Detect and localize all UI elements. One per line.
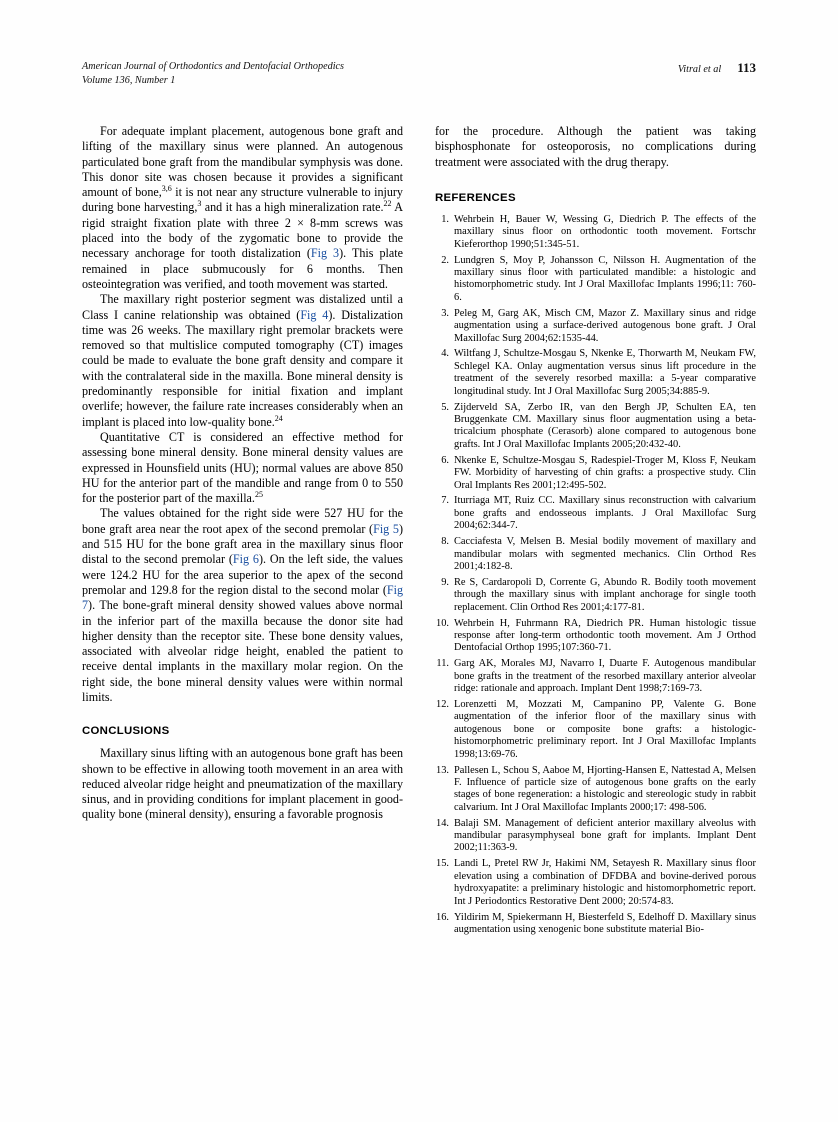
reference-text: Wehrbein H, Bauer W, Wessing G, Diedrich P. The effects of the maxillary sinus floor on orthodontic tooth movement. Fortschr Kieferorthop 1990;51:345-51. bbox=[454, 213, 756, 250]
reference-number: 9. bbox=[441, 576, 449, 588]
reference-number: 14. bbox=[436, 817, 449, 829]
paragraph: Quantitative CT is considered an effective method for assessing bone mineral density. Bone mineral density values are expressed in Hounsfield units (HU); normal values are above 850 HU for the anterior part of the mandible and range from 0 to 550 for the posterior part of the maxilla.$^{25}$ bbox=[82, 429, 403, 506]
reference-number: 3. bbox=[441, 307, 449, 319]
reference-text: Garg AK, Morales MJ, Navarro I, Duarte F. Autogenous mandibular bone grafts in the treatment of the resorbed maxillary anterior alveolar ridge: rationale and approach. Implant Dent 1998;7:169-73. bbox=[454, 658, 756, 695]
page-number: 113 bbox=[737, 60, 756, 75]
conclusions-heading: CONCLUSIONS bbox=[82, 725, 170, 738]
conclusions-paragraph: Maxillary sinus lifting with an autogenous bone graft has been shown to be effective in allowing tooth movement in an area with reduced alveolar ridge height and pneumatization of the maxillary sinus, and in providing conditions for implant placement in good-quality bone (mineral density), ensuring a favorable prognosis bbox=[82, 746, 403, 822]
reference-item bbox=[435, 912, 756, 937]
page-header bbox=[82, 60, 756, 88]
reference-text: Re S, Cardaropoli D, Corrente G, Abundo R. Bodily tooth movement through the maxillary sinus with implant anchorage for single tooth replacement. Clin Orthod Res 2001;4:177-81. bbox=[454, 576, 756, 613]
figure-link[interactable]: Fig 4 bbox=[300, 307, 329, 322]
reference-number: 13. bbox=[436, 764, 449, 776]
two-column-body bbox=[82, 124, 756, 940]
reference-number: 4. bbox=[441, 348, 449, 360]
references-heading: REFERENCES bbox=[435, 191, 516, 204]
reference-number: 8. bbox=[441, 536, 449, 548]
paragraph: The values obtained for the right side were 527 HU for the bone graft area near the root apex of the second premolar (Fig 5) and 515 HU for the bone graft area in the maxillary sinus floor distal to the second premolar (Fig 6). On the left side, the values were 124.2 HU for the area superior to the apex of the second premolar and 129.8 for the region distal to the second molar (Fig 7). The bone-graft mineral density showed values above normal in the inferior part of the maxilla because the donor site had higher density than the receptor site. These bone density values, associated with alveolar ridge height, enabled the patient to receive dental implants in the maxillary molar region. On the right side, the bone mineral density values were within normal limits. bbox=[82, 506, 403, 704]
reference-text: Zijderveld SA, Zerbo IR, van den Bergh JP, Schulten EA, ten Bruggenkate CM. Maxillary sinus floor augmentation using a beta-tricalcium phosphate (Cerasorb) alone compared to autogenous bone grafts. Int J Oral Maxillofac Implants 2005;20:432-40. bbox=[454, 401, 756, 450]
reference-text: Peleg M, Garg AK, Misch CM, Mazor Z. Maxillary sinus and ridge augmentation using a surface-derived autogenous bone graft. J Oral Maxillofac Surg 2004;62:1535-44. bbox=[454, 307, 756, 344]
journal-volume: Volume 136, Number 1 bbox=[82, 75, 176, 86]
reference-text: Yildirim M, Spiekermann H, Biesterfeld S, Edelhoff D. Maxillary sinus augmentation using xenogenic bone substitute material Bio- bbox=[454, 911, 756, 935]
reference-text: Balaji SM. Management of deficient anterior maxillary alveolus with mandibular parasymphyseal bone graft for implants. Implant Dent 2002;11:363-9. bbox=[454, 817, 756, 854]
figure-link[interactable]: Fig 7 bbox=[82, 582, 403, 613]
reference-item bbox=[435, 536, 756, 573]
header-journal-info bbox=[82, 60, 344, 88]
reference-text: Nkenke E, Schultze-Mosgau S, Radespiel-Troger M, Kloss F, Neukam FW. Morbidity of harvesting of chin grafts: a prospective study. Clin Oral Implants Res 2001;12:495-502. bbox=[454, 454, 756, 491]
reference-item bbox=[435, 618, 756, 655]
reference-number: 15. bbox=[436, 858, 449, 870]
reference-list bbox=[435, 214, 756, 936]
reference-number: 7. bbox=[441, 495, 449, 507]
reference-number: 11. bbox=[436, 658, 449, 670]
reference-item bbox=[435, 765, 756, 815]
reference-text: Lundgren S, Moy P, Johansson C, Nilsson H. Augmentation of the maxillary sinus floor with particulated mandible: a histologic and histomorphometric study. Int J Oral Maxillofac Implants 1996;11: 760-6. bbox=[454, 254, 756, 303]
reference-text: Wehrbein H, Fuhrmann RA, Diedrich PR. Human histologic tissue response after long-term orthodontic tooth movement. Am J Orthod Dentofacial Orthop 1995;107:360-71. bbox=[454, 617, 756, 654]
continued-paragraph: for the procedure. Although the patient was taking bisphosphonate for osteoporosis, no complications during treatment were associated with the drug therapy. bbox=[435, 124, 756, 169]
reference-item bbox=[435, 818, 756, 855]
header-author-page bbox=[678, 60, 756, 76]
reference-number: 5. bbox=[441, 401, 449, 413]
reference-text: Iturriaga MT, Ruiz CC. Maxillary sinus reconstruction with calvarium bone grafts and endosseous implants. J Oral Maxillofac Surg 2004;62:344-7. bbox=[454, 495, 756, 532]
paragraph: For adequate implant placement, autogenous bone graft and lifting of the maxillary sinus were planned. An autogenous particulated bone graft from the mandibular symphysis was done. This donor site was chosen because it provides a significant amount of bone,$^{3,6}$ it is not near any structure vulnerable to injury during bone harvesting,$^3$ and it has a high mineralization rate.$^{22}$ A rigid straight fixation plate with three 2 × 8-mm screws was placed into the body of the zygomatic bone to provide the necessary anchorage for tooth distalization (Fig 3). This plate remained in place submucously for 6 months. Then osteointegration was verified, and tooth movement was started. bbox=[82, 124, 404, 291]
figure-link[interactable]: Fig 5 bbox=[373, 521, 399, 536]
left-column bbox=[82, 124, 403, 940]
reference-item bbox=[435, 214, 756, 251]
reference-number: 2. bbox=[441, 254, 449, 266]
reference-item bbox=[435, 577, 756, 614]
reference-item bbox=[435, 495, 756, 532]
reference-number: 6. bbox=[441, 454, 449, 466]
reference-item bbox=[435, 402, 756, 452]
reference-item bbox=[435, 255, 756, 305]
paragraph: The maxillary right posterior segment was distalized until a Class I canine relationship was obtained (Fig 4). Distalization time was 26 weeks. The maxillary right premolar brackets were removed so that multislice computed tomography (CT) images could be made to evaluate the bone graft density and compare it with the contralateral side in the maxilla. Bone mineral density is predominantly responsible for initial fixation and implant overlife; however, the failure rate increases considerably when an implant is placed into low-quality bone.$^{24}$ bbox=[82, 292, 403, 429]
reference-item bbox=[435, 699, 756, 761]
reference-item bbox=[435, 658, 756, 695]
reference-number: 10. bbox=[436, 617, 449, 629]
reference-item bbox=[435, 308, 756, 345]
reference-text: Cacciafesta V, Melsen B. Mesial bodily movement of maxillary and mandibular molars with segmented mechanics. Clin Orthod Res 2001;4:182-8. bbox=[454, 536, 756, 572]
reference-item bbox=[435, 858, 756, 908]
reference-text: Wiltfang J, Schultze-Mosgau S, Nkenke E, Thorwarth M, Neukam FW, Schlegel KA. Onlay augmentation versus sinus lift procedure in the treatment of the severely resorbed maxilla: a 5-year comparative longitudinal study. Int J Oral Maxillofac Surg 2005;34:885-9. bbox=[454, 348, 756, 397]
reference-number: 12. bbox=[436, 699, 449, 711]
figure-link[interactable]: Fig 3 bbox=[310, 246, 340, 261]
figure-link[interactable]: Fig 6 bbox=[232, 552, 259, 567]
reference-text: Lorenzetti M, Mozzati M, Campanino PP, Valente G. Bone augmentation of the inferior floor of the maxillary sinus with autogenous bone or composite bone grafts: a histologic-histomorphometric preliminary report. Int J Oral Maxillofac Implants 1998;13:69-76. bbox=[454, 699, 756, 760]
reference-number: 1. bbox=[441, 213, 449, 225]
header-authors: Vitral et al bbox=[677, 64, 722, 75]
journal-title: American Journal of Orthodontics and Dentofacial Orthopedics bbox=[82, 61, 345, 72]
reference-text: Landi L, Pretel RW Jr, Hakimi NM, Setayesh R. Maxillary sinus floor elevation using a combination of DFDBA and bovine-derived porous hydroxyapatite: a preliminary histologic and histomorphometric report. Int J Periodontics Restorative Dent 2000; 20:574-83. bbox=[454, 858, 756, 907]
reference-number: 16. bbox=[436, 911, 449, 923]
reference-item bbox=[435, 455, 756, 492]
reference-item bbox=[435, 348, 756, 398]
reference-text: Pallesen L, Schou S, Aaboe M, Hjorting-Hansen E, Nattestad A, Melsen F. Influence of particle size of autogenous bone grafts on the early stages of bone regeneration: a histologic and stereologic study in rabbit calvarium. Int J Oral Maxillofac Implants 2000;17: 498-506. bbox=[454, 764, 756, 813]
right-column bbox=[435, 124, 756, 940]
